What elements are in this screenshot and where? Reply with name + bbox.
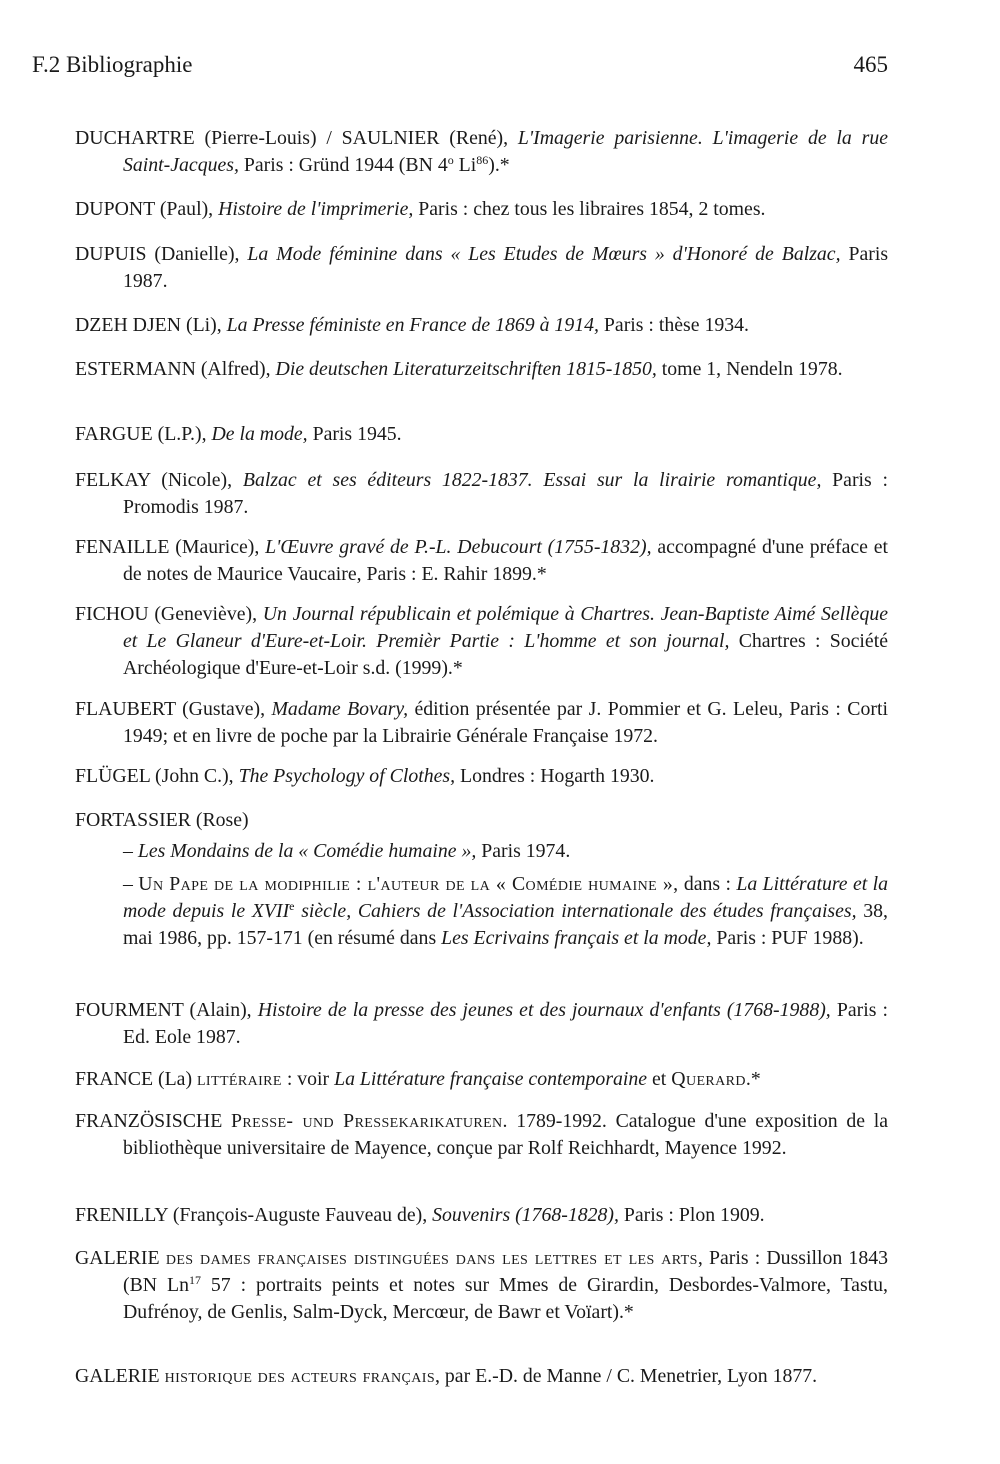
bib-entry-fichou <box>75 601 888 682</box>
entry-author: FENAILLE (Maurice), <box>75 536 260 558</box>
century-superscript: e <box>289 899 295 913</box>
entry-details: Paris : Gründ 1944 (BN 4 <box>243 154 448 176</box>
sub-entry-details: 38, mai 1986, pp. 157-171 (en résumé dans <box>123 900 888 949</box>
entry-title: Un Journal républicain et polémique à Chartres. Jean-Baptiste Aimé Sellèque et Le Glaneur d'Eure-et-Loir. Premièr Partie : L'homme et son journal, <box>123 603 889 652</box>
entry-author: FARGUE (L.P.), <box>75 423 207 445</box>
bib-entry-dupont <box>75 196 888 223</box>
sub-entry-journal-title-cont: siècle, Cahiers de l'Association internationale des études françaises, <box>301 900 857 922</box>
entry-author: DUCHARTRE (Pierre-Louis) / SAULNIER (René), <box>75 127 509 149</box>
entry-title: La Presse féministe en France de 1869 à 1914, <box>226 314 599 336</box>
bib-entry-galerie-dames <box>75 1245 888 1326</box>
entry-end: ).* <box>488 154 510 176</box>
bib-entry-flugel <box>75 763 888 790</box>
entry-title: Histoire de la presse des jeunes et des journaux d'enfants (1768-1988), <box>257 999 831 1021</box>
page-header <box>32 52 888 88</box>
entry-details: Paris : Ed. Eole 1987. <box>123 999 889 1048</box>
entry-author: ESTERMANN (Alfred), <box>75 358 271 380</box>
entry-details: Londres : Hogarth 1930. <box>459 765 655 787</box>
entry-smallcaps: historique des acteurs français <box>164 1365 436 1387</box>
entry-head: GALERIE <box>75 1365 160 1387</box>
fortassier-sub-entry-2 <box>123 871 888 952</box>
sub-entry-journal-title: La Littérature et la mode depuis le XVII <box>123 873 888 922</box>
entry-details: Paris 1987. <box>123 243 889 292</box>
bib-entry-duchartre <box>75 125 888 179</box>
bib-entry-dzeh-djen <box>75 312 888 339</box>
entry-details: Paris : Promodis 1987. <box>123 469 888 518</box>
bib-entry-dupuis <box>75 241 888 295</box>
entry-see: : voir <box>286 1068 330 1090</box>
entry-end: .* <box>745 1068 761 1090</box>
sub-entry-dash: – <box>123 873 133 895</box>
entry-details: . 1789-1992. Catalogue d'une exposition de la bibliothèque universitaire de Mayence, conçue par Rolf Reichhardt, Mayence 1992. <box>123 1110 888 1159</box>
entry-title: Souvenirs (1768-1828), <box>432 1204 619 1226</box>
entry-details: , Paris : Dussillon 1843 (BN Ln <box>123 1247 888 1296</box>
sub-entry-end: Paris : PUF 1988). <box>716 927 864 949</box>
entry-author: FICHOU (Geneviève), <box>75 603 258 625</box>
entry-title: Madame Bovary, <box>271 698 409 720</box>
entry-head: GALERIE <box>75 1247 160 1269</box>
entry-title: De la mode, <box>211 423 308 445</box>
entry-title: Die deutschen Literaturzeitschriften 1815-1850, <box>275 358 657 380</box>
bib-entry-france <box>75 1066 888 1093</box>
entry-conjunction: et <box>652 1068 667 1090</box>
entry-details: Paris : Plon 1909. <box>623 1204 765 1226</box>
entry-details: Paris : chez tous les libraires 1854, 2 tomes. <box>418 198 766 220</box>
bib-entry-galerie-acteurs <box>75 1363 888 1390</box>
entry-author: FLÜGEL (John C.), <box>75 765 234 787</box>
shelf-mark: Li <box>458 154 477 176</box>
bib-entry-fortassier <box>75 807 888 834</box>
bib-entry-estermann <box>75 356 888 383</box>
entry-details: , par E.-D. de Manne / C. Menetrier, Lyon 1877. <box>435 1365 818 1387</box>
entry-details: Chartres : Société Archéologique d'Eure-et-Loir s.d. (1999).* <box>123 630 888 679</box>
entry-details: Paris 1945. <box>312 423 402 445</box>
bib-entry-franzosische <box>75 1108 888 1162</box>
entry-author: DUPONT (Paul), <box>75 198 214 220</box>
entry-head: FRANCE (La) <box>75 1068 193 1090</box>
entry-head: FRANZÖSISCHE <box>75 1110 223 1132</box>
shelf-superscript: 17 <box>188 1273 201 1287</box>
bib-entry-flaubert <box>75 696 888 750</box>
entry-details: tome 1, Nendeln 1978. <box>661 358 843 380</box>
entry-details: édition présentée par J. Pommier et G. Leleu, Paris : Corti 1949; et en livre de poche par la Librairie Générale Française 1972. <box>123 698 888 747</box>
entry-smallcaps: Presse- und Pressekarikaturen <box>231 1110 503 1132</box>
entry-details: Paris : thèse 1934. <box>603 314 749 336</box>
running-head: F.2 Bibliographie <box>32 52 193 77</box>
entry-author: FRENILLY (François-Auguste Fauveau de), <box>75 1204 428 1226</box>
entry-author: DUPUIS (Danielle), <box>75 243 240 265</box>
sub-entry-book-title: Les Ecrivains français et la mode, <box>441 927 712 949</box>
bib-entry-fenaille <box>75 534 888 588</box>
bib-entry-fourment <box>75 997 888 1051</box>
entry-details-cont: 57 : portraits peints et notes sur Mmes de Girardin, Desbordes-Valmore, Tastu, Dufrénoy, de Genlis, Salm-Dyck, Mercœur, de Bawr et Voïart).* <box>123 1274 888 1323</box>
entry-title: L'Imagerie parisienne. L'imagerie de la rue Saint-Jacques, <box>123 127 888 176</box>
entry-cross-ref: Querard <box>671 1068 746 1090</box>
sub-entry-title: Les Mondains de la « Comédie humaine », <box>137 840 477 862</box>
bib-entry-frenilly <box>75 1202 888 1229</box>
sub-entry-prefix: dans : <box>683 873 731 895</box>
entry-author: FLAUBERT (Gustave), <box>75 698 266 720</box>
entry-author: DZEH DJEN (Li), <box>75 314 222 336</box>
degree-mark: o <box>447 153 454 167</box>
entry-smallcaps: des dames françaises distinguées dans les lettres et les arts <box>165 1247 698 1269</box>
page-number: 465 <box>853 52 888 77</box>
fortassier-sub-entry-1 <box>123 838 888 865</box>
sub-entry-dash: – <box>123 840 133 862</box>
sub-entry-details: Paris 1974. <box>481 840 571 862</box>
entry-title: Histoire de l'imprimerie, <box>218 198 414 220</box>
entry-details: accompagné d'une préface et de notes de Maurice Vaucaire, Paris : E. Rahir 1899.* <box>123 536 888 585</box>
entry-title: L'Œuvre gravé de P.-L. Debucourt (1755-1832), <box>265 536 652 558</box>
entry-title: La Mode féminine dans « Les Etudes de Mœurs » d'Honoré de Balzac, <box>247 243 841 265</box>
entry-author: FELKAY (Nicole), <box>75 469 233 491</box>
entry-author: FOURMENT (Alain), <box>75 999 252 1021</box>
bib-entry-felkay <box>75 467 888 521</box>
entry-smallcaps: littéraire <box>196 1068 282 1090</box>
entry-title: Balzac et ses éditeurs 1822-1837. Essai sur la lirairie romantique, <box>242 469 822 491</box>
entry-author: FORTASSIER (Rose) <box>75 809 249 831</box>
entry-title: La Littérature française contemporaine <box>334 1068 648 1090</box>
bib-entry-fargue <box>75 421 888 448</box>
entry-title: The Psychology of Clothes, <box>238 765 456 787</box>
shelf-superscript: 86 <box>476 153 489 167</box>
sub-entry-article-title: Un Pape de la modiphilie : l'auteur de la « Comédie humaine », <box>138 873 679 895</box>
